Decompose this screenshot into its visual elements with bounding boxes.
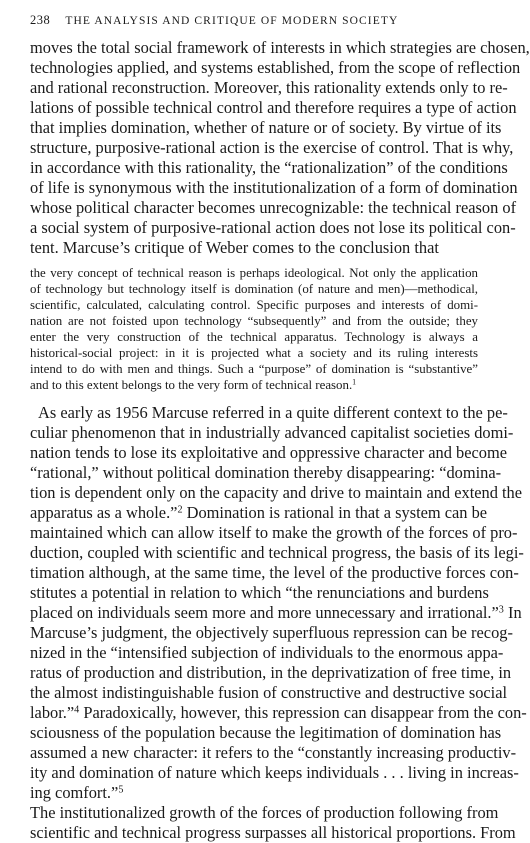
quote-line: scientific, calculated, calculating control. Specific purposes and interests of domi- [30, 298, 478, 312]
quote-line: intend to do with men and things. Such a “purpose” of domination is “substantive” [30, 362, 478, 376]
text-line: As early as 1956 Marcuse referred in a quite different context to the pe- [38, 403, 508, 422]
footnote-ref: 1 [352, 377, 357, 387]
text-line: in accordance with this rationality, the “rationalization” of the conditions [30, 158, 508, 177]
text-line: technologies applied, and systems established, from the scope of reflection [30, 58, 521, 77]
quote-line: historical-social project: in it is projected what a society and its ruling interests [30, 346, 478, 360]
text-line: labor.”$^4$ Paradoxically, however, this repression can disappear from the con- [30, 703, 527, 722]
text-line: tion is dependent only on the capacity and drive to maintain and extend the [30, 483, 523, 502]
quote-line: nation are not foisted upon technology “subsequently” and from the outside; they [30, 314, 478, 328]
text-line: culiar phenomenon that in industrially advanced capitalist societies domi- [30, 423, 514, 442]
text-line: of life is synonymous with the institutionalization of a form of domination [30, 178, 518, 197]
text-line: tent. Marcuse’s critique of Weber comes to the conclusion that [30, 238, 439, 257]
text-line: and rational reconstruction. Moreover, this rationality extends only to re- [30, 78, 508, 97]
text-line: assumed a new character: it refers to the “constantly increasing productiv- [30, 743, 517, 762]
text-line: placed on individuals seem more and more unnecessary and irrational.”$^3$ In [30, 603, 522, 622]
text-line: “rational,” without political domination thereby disappearing: “domina- [30, 463, 502, 482]
text-line: a social system of purposive-rational action does not lose its political con- [30, 218, 516, 237]
text-line: lations of possible technical control and therefore requires a type of action [30, 98, 517, 117]
running-title: THE ANALYSIS AND CRITIQUE OF MODERN SOCIETY [65, 15, 399, 27]
text-line: ity and domination of nature which keeps individuals . . . living in increas- [30, 763, 519, 782]
text-line: The institutionalized growth of the forces of production following from [30, 803, 499, 822]
text-line: timation although, at the same time, the level of the productive forces con- [30, 563, 519, 582]
quote-line: enter the very construction of the technical apparatus. Technology is always a [30, 330, 478, 344]
text-line: Marcuse’s judgment, the objectively superfluous repression can be recog- [30, 623, 513, 642]
text-line: the almost indistinguishable fusion of constructive and destructive social [30, 683, 508, 702]
text-line: scientific and technical progress surpasses all historical proportions. From [30, 823, 516, 842]
text-line: apparatus as a whole.”$^2$ Domination is rational in that a system can be [30, 503, 488, 522]
footnote-ref: 2 [177, 504, 183, 516]
text-line: moves the total social framework of interests in which strategies are chosen, [30, 38, 530, 57]
text-line: whose political character becomes unrecognizable: the technical reason of [30, 198, 517, 217]
quote-text: and to this extent belongs to the very form of technical reason. [30, 378, 353, 392]
text-line: nation tends to lose its exploitative and oppressive character and become [30, 443, 507, 462]
text-line: duction, coupled with scientific and technical progress, the basis of its legi- [30, 543, 524, 562]
quote-line: of technology but technology itself is domination (of nature and men)—methodical, [30, 282, 478, 296]
page-number: 238 [30, 13, 51, 27]
footnote-ref: 4 [74, 704, 80, 716]
text-line: nized in the “intensified subjection of individuals to the enormous appa- [30, 643, 504, 662]
text-line: that implies domination, whether of nature or of society. By virtue of its [30, 118, 502, 137]
text-line: stitutes a potential in relation to which “the renunciations and burdens [30, 583, 489, 602]
footnote-ref: 5 [118, 784, 124, 796]
text-line: ratus of production and distribution, in the deprivatization of free time, in [30, 663, 512, 682]
footnote-ref: 3 [498, 604, 504, 616]
quote-line: the very concept of technical reason is perhaps ideological. Not only the application [30, 266, 478, 280]
text-line: ing comfort.”$^5$ [30, 783, 124, 802]
text-line: structure, purposive-rational action is the exercise of control. That is why, [30, 138, 514, 157]
text-line: maintained which can allow itself to make the growth of the forces of pro- [30, 523, 518, 542]
text-line: sciousness of the population because the legitimation of domination has [30, 723, 502, 742]
